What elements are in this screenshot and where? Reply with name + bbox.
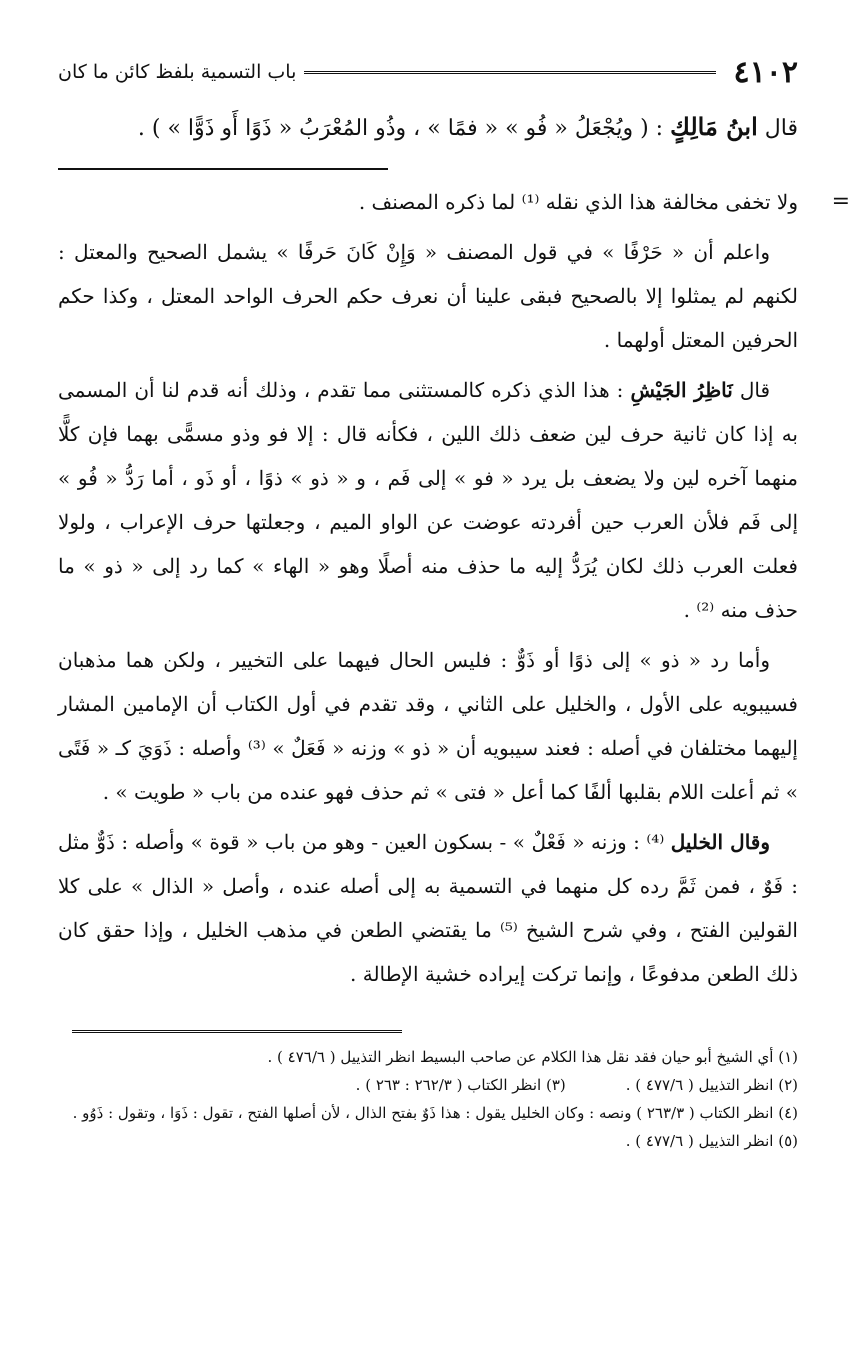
continuation-paragraph xyxy=(58,180,850,224)
page-number: ٤١٠٢ xyxy=(733,54,798,90)
verse-prefix: قال xyxy=(764,116,798,141)
section-divider xyxy=(58,168,388,170)
footnote-1: (١) أي الشيخ أبو حيان فقد نقل هذا الكلام عن صاحب البسيط انظر التذييل ( ٤٧٦/٦ ) . xyxy=(267,1048,798,1066)
running-header xyxy=(58,52,798,92)
continuation-mark: = xyxy=(831,189,850,214)
footnote-3: (٣) انظر الكتاب ( ٢٦٢/٣ : ٢٦٣ ) . xyxy=(355,1076,566,1094)
running-title: باب التسمية بلفظ كائن ما كان xyxy=(58,61,297,83)
paragraph-4: وأما رد « ذو » إلى ذوًا أو ذَوٌّ : فليس الحال فيهما على التخيير ، ولكن هما مذهبان فسيبويه على الأول ، والخليل على الثاني ، وقد تقدم في أول الكتاب أن الإمامين المشار إليهما مختلفان في أصله : فعند سيبويه أن « ذو » وزنه « فَعَلٌ » ⁽³⁾ وأصله : ذَوَيَ كـ « فَتًى » ثم أعلت اللام بقلبها ألفًا كما أعل « فتى » ثم حذف فهو عنده من باب « طويت » . xyxy=(58,648,798,804)
footnote-5: (٥) انظر التذييل ( ٤٧٧/٦ ) . xyxy=(625,1132,798,1150)
header-rule xyxy=(304,71,715,74)
author-name: ابنُ مَالِكٍ xyxy=(670,112,758,141)
footnote-2: (٢) انظر التذييل ( ٤٧٧/٦ ) . xyxy=(625,1076,798,1094)
p5-prefix: وقال الخليل xyxy=(670,830,771,854)
footnote-rule xyxy=(72,1030,402,1033)
p3-text: : هذا الذي ذكره كالمستثنى مما تقدم ، وذلك أنه قدم لنا أن المسمى به إذا كان ثانية حرف لين ضعف ذلك اللين ، فكأنه قال : إلا فو وذو مسمًّى بهما فإن كلًّا منهما آخره لين ولا يضعف بل يرد « فو » إلى فَم ، و « ذو » ذوًا ، أو ذَو ، أما رَدُّ « فُو » إلى فَم فلأن العرب حين أفردته عوضت عن الواو الميم ، وجعلتها حرف الإعراب ، ولولا فعلت العرب ذلك لكان يُرَدُّ إليه ما حذف منه أصلًا وهو « الهاء » كما رد إلى « ذو » ما حذف منه ⁽²⁾ . xyxy=(58,378,798,622)
main-text xyxy=(58,180,850,996)
paragraph-5 xyxy=(58,820,798,996)
footnote-4: (٤) انظر الكتاب ( ٢٦٣/٣ ) ونصه : وكان الخليل يقول : هذا ذَوٌ بفتح الذال ، لأن أصلها الفتح ، تقول : ذَوَا ، وتقول : ذَوُو . xyxy=(72,1104,798,1122)
p5-text: ⁽⁴⁾ : وزنه « فَعْلٌ » - بسكون العين - وهو من باب « قوة » وأصله : ذَوٌّ مثل : فَوٌ ، فمن ثَمَّ رده كل منهما في التسمية به إلى أصله عنده ، وأصل « الذال » على كلا القولين الفتح ، وفي شرح الشيخ ⁽⁵⁾ ما يقتضي الطعن في مذهب الخليل ، وإذا حقق كان ذلك الطعن مدفوعًا ، وإنما تركت إيراده خشية الإطالة . xyxy=(58,830,798,986)
p3-prefix: قال xyxy=(739,378,771,402)
page-content xyxy=(58,52,850,996)
verse-text: : ( ويُجْعَلُ « فُو » « فمًا » ، وذُو المُعْرَبُ « ذَوًا أَو ذَوًّا » ) . xyxy=(137,116,664,141)
p3-author: نَاظِرُ الجَيْشِ xyxy=(630,378,733,402)
paragraph-2: واعلم أن « حَرْفًا » في قول المصنف « وَإِنْ كَانَ حَرفًا » يشمل الصحيح والمعتل : لكنهم لم يمثلوا إلا بالصحيح فبقى علينا أن نعرف حكم الحرف الواحد المعتل ، وكذا حكم الحرفين المعتل أولهما . xyxy=(58,240,798,352)
paragraph-1: ولا تخفى مخالفة هذا الذي نقله ⁽¹⁾ لما ذكره المصنف . xyxy=(358,190,798,214)
quoted-verse-line xyxy=(58,102,798,154)
footnotes xyxy=(72,1030,798,1155)
footnote-row xyxy=(72,1071,798,1099)
paragraph-3 xyxy=(58,368,798,632)
